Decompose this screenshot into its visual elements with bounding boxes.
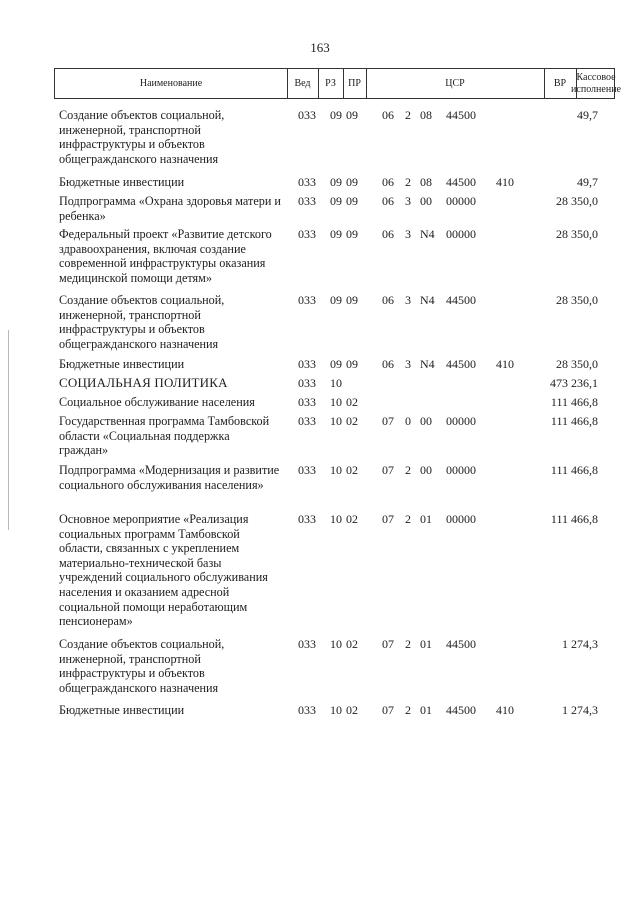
row-csr-2: 3 — [405, 357, 411, 371]
row-csr-2: 2 — [405, 637, 411, 651]
row-csr-4: 44500 — [446, 703, 476, 717]
row-csr-2: 2 — [405, 108, 411, 122]
row-csr-2: 3 — [405, 293, 411, 307]
row-csr-3: N4 — [420, 227, 435, 241]
row-csr-4: 00000 — [446, 512, 476, 526]
row-ved: 033 — [298, 108, 316, 122]
row-name: Основное мероприятие «Реализация социальных программ Тамбовской области, связанных с укреплением материально-технической базы учреждений социального обслуживания населения и оказанием адресной социальной помощи неработающим пенсионерам» — [59, 512, 268, 629]
row-ved: 033 — [298, 194, 316, 208]
table-row — [0, 357, 640, 376]
row-value: 1 274,3 — [562, 637, 598, 651]
row-ved: 033 — [298, 463, 316, 477]
row-csr-1: 06 — [382, 194, 394, 208]
row-csr-3: N4 — [420, 357, 435, 371]
header-vr: ВР — [553, 77, 567, 89]
row-csr-3: 08 — [420, 108, 432, 122]
row-csr-2: 3 — [405, 227, 411, 241]
row-value: 111 466,8 — [550, 512, 598, 526]
table-row — [0, 194, 640, 227]
row-value: 473 236,1 — [550, 376, 598, 390]
row-csr-3: 01 — [420, 637, 432, 651]
row-value: 28 350,0 — [556, 227, 598, 241]
row-pr: 09 — [346, 108, 358, 122]
header-value: Кассовое исполнение — [571, 71, 621, 95]
table-body — [0, 108, 640, 722]
table-row — [0, 512, 640, 637]
row-name: Бюджетные инвестиции — [59, 175, 185, 189]
row-value: 1 274,3 — [562, 703, 598, 717]
row-csr-2: 0 — [405, 414, 411, 428]
row-pr: 02 — [346, 463, 358, 477]
row-value: 111 466,8 — [550, 463, 598, 477]
row-csr-4: 44500 — [446, 637, 476, 651]
row-ved: 033 — [298, 395, 316, 409]
row-name: Создание объектов социальной, инженерной, транспортной инфраструктуры и объектов общегражданского назначения — [59, 108, 225, 166]
header-rz: РЗ — [325, 77, 336, 89]
row-pr: 09 — [346, 227, 358, 241]
row-name: СОЦИАЛЬНАЯ ПОЛИТИКА — [59, 375, 228, 390]
row-csr-3: 01 — [420, 703, 432, 717]
header-name: Наименование — [139, 77, 203, 89]
row-pr: 09 — [346, 194, 358, 208]
row-ved: 033 — [298, 637, 316, 651]
table-row — [0, 395, 640, 414]
row-csr-4: 00000 — [446, 414, 476, 428]
row-rz: 10 — [330, 414, 342, 428]
table-row — [0, 703, 640, 722]
row-name: Создание объектов социальной, инженерной, транспортной инфраструктуры и объектов общегражданского назначения — [59, 637, 225, 695]
row-csr-2: 2 — [405, 175, 411, 189]
row-csr-4: 44500 — [446, 175, 476, 189]
table-row — [0, 293, 640, 357]
row-csr-2: 2 — [405, 512, 411, 526]
row-name: Бюджетные инвестиции — [59, 357, 185, 371]
row-ved: 033 — [298, 376, 316, 390]
row-rz: 10 — [330, 703, 342, 717]
row-csr-3: 00 — [420, 194, 432, 208]
row-pr: 09 — [346, 175, 358, 189]
row-name: Бюджетные инвестиции — [59, 703, 185, 717]
row-rz: 10 — [330, 637, 342, 651]
row-pr: 02 — [346, 395, 358, 409]
row-name: Федеральный проект «Развитие детского здравоохранения, включая создание современной инфраструктуры оказания медицинской помощи детям» — [59, 227, 272, 285]
row-csr-4: 00000 — [446, 194, 476, 208]
row-csr-4: 44500 — [446, 293, 476, 307]
row-rz: 09 — [330, 293, 342, 307]
row-name: Государственная программа Тамбовской области «Социальная поддержка граждан» — [59, 414, 270, 458]
row-rz: 10 — [330, 463, 342, 477]
row-csr-1: 06 — [382, 227, 394, 241]
row-csr-1: 06 — [382, 357, 394, 371]
row-csr-3: 01 — [420, 512, 432, 526]
row-rz: 09 — [330, 357, 342, 371]
row-csr-1: 07 — [382, 703, 394, 717]
row-csr-1: 07 — [382, 414, 394, 428]
row-csr-1: 07 — [382, 637, 394, 651]
row-csr-3: 00 — [420, 463, 432, 477]
row-pr: 02 — [346, 637, 358, 651]
table-row — [0, 637, 640, 703]
row-csr-3: 00 — [420, 414, 432, 428]
row-value: 111 466,8 — [550, 414, 598, 428]
row-pr: 09 — [346, 357, 358, 371]
row-pr: 02 — [346, 414, 358, 428]
row-vr: 410 — [496, 357, 514, 371]
header-ved: Вед — [294, 77, 311, 89]
row-csr-2: 3 — [405, 194, 411, 208]
table-row — [0, 414, 640, 463]
row-name: Создание объектов социальной, инженерной, транспортной инфраструктуры и объектов общегражданского назначения — [59, 293, 225, 351]
row-csr-4: 44500 — [446, 108, 476, 122]
row-name: Подпрограмма «Модернизация и развитие социального обслуживания населения» — [59, 463, 280, 492]
row-vr: 410 — [496, 703, 514, 717]
row-rz: 09 — [330, 194, 342, 208]
row-csr-1: 07 — [382, 463, 394, 477]
row-ved: 033 — [298, 175, 316, 189]
row-csr-1: 06 — [382, 108, 394, 122]
row-ved: 033 — [298, 414, 316, 428]
row-ved: 033 — [298, 357, 316, 371]
row-csr-4: 00000 — [446, 463, 476, 477]
row-ved: 033 — [298, 293, 316, 307]
row-csr-2: 2 — [405, 703, 411, 717]
table-row — [0, 463, 640, 512]
row-csr-1: 07 — [382, 512, 394, 526]
row-name: Подпрограмма «Охрана здоровья матери и ребенка» — [59, 194, 281, 223]
row-csr-2: 2 — [405, 463, 411, 477]
row-csr-3: N4 — [420, 293, 435, 307]
table-row — [0, 376, 640, 395]
row-pr: 02 — [346, 703, 358, 717]
table-row — [0, 227, 640, 293]
row-pr: 09 — [346, 293, 358, 307]
row-csr-1: 06 — [382, 293, 394, 307]
row-value: 28 350,0 — [556, 194, 598, 208]
row-value: 49,7 — [577, 108, 598, 122]
row-pr: 02 — [346, 512, 358, 526]
row-rz: 10 — [330, 395, 342, 409]
row-ved: 033 — [298, 703, 316, 717]
page-number: 163 — [310, 40, 330, 55]
row-rz: 10 — [330, 512, 342, 526]
row-rz: 09 — [330, 227, 342, 241]
row-value: 28 350,0 — [556, 357, 598, 371]
table-header — [54, 68, 621, 99]
row-rz: 09 — [330, 175, 342, 189]
row-csr-4: 00000 — [446, 227, 476, 241]
row-rz: 10 — [330, 376, 342, 390]
row-value: 49,7 — [577, 175, 598, 189]
header-pr: ПР — [348, 77, 361, 89]
row-value: 111 466,8 — [550, 395, 598, 409]
row-csr-3: 08 — [420, 175, 432, 189]
row-ved: 033 — [298, 227, 316, 241]
row-value: 28 350,0 — [556, 293, 598, 307]
row-ved: 033 — [298, 512, 316, 526]
row-csr-1: 06 — [382, 175, 394, 189]
row-name: Социальное обслуживание населения — [59, 395, 255, 409]
row-rz: 09 — [330, 108, 342, 122]
table-row — [0, 175, 640, 194]
header-csr: ЦСР — [445, 77, 465, 89]
table-row — [0, 108, 640, 175]
row-vr: 410 — [496, 175, 514, 189]
row-csr-4: 44500 — [446, 357, 476, 371]
